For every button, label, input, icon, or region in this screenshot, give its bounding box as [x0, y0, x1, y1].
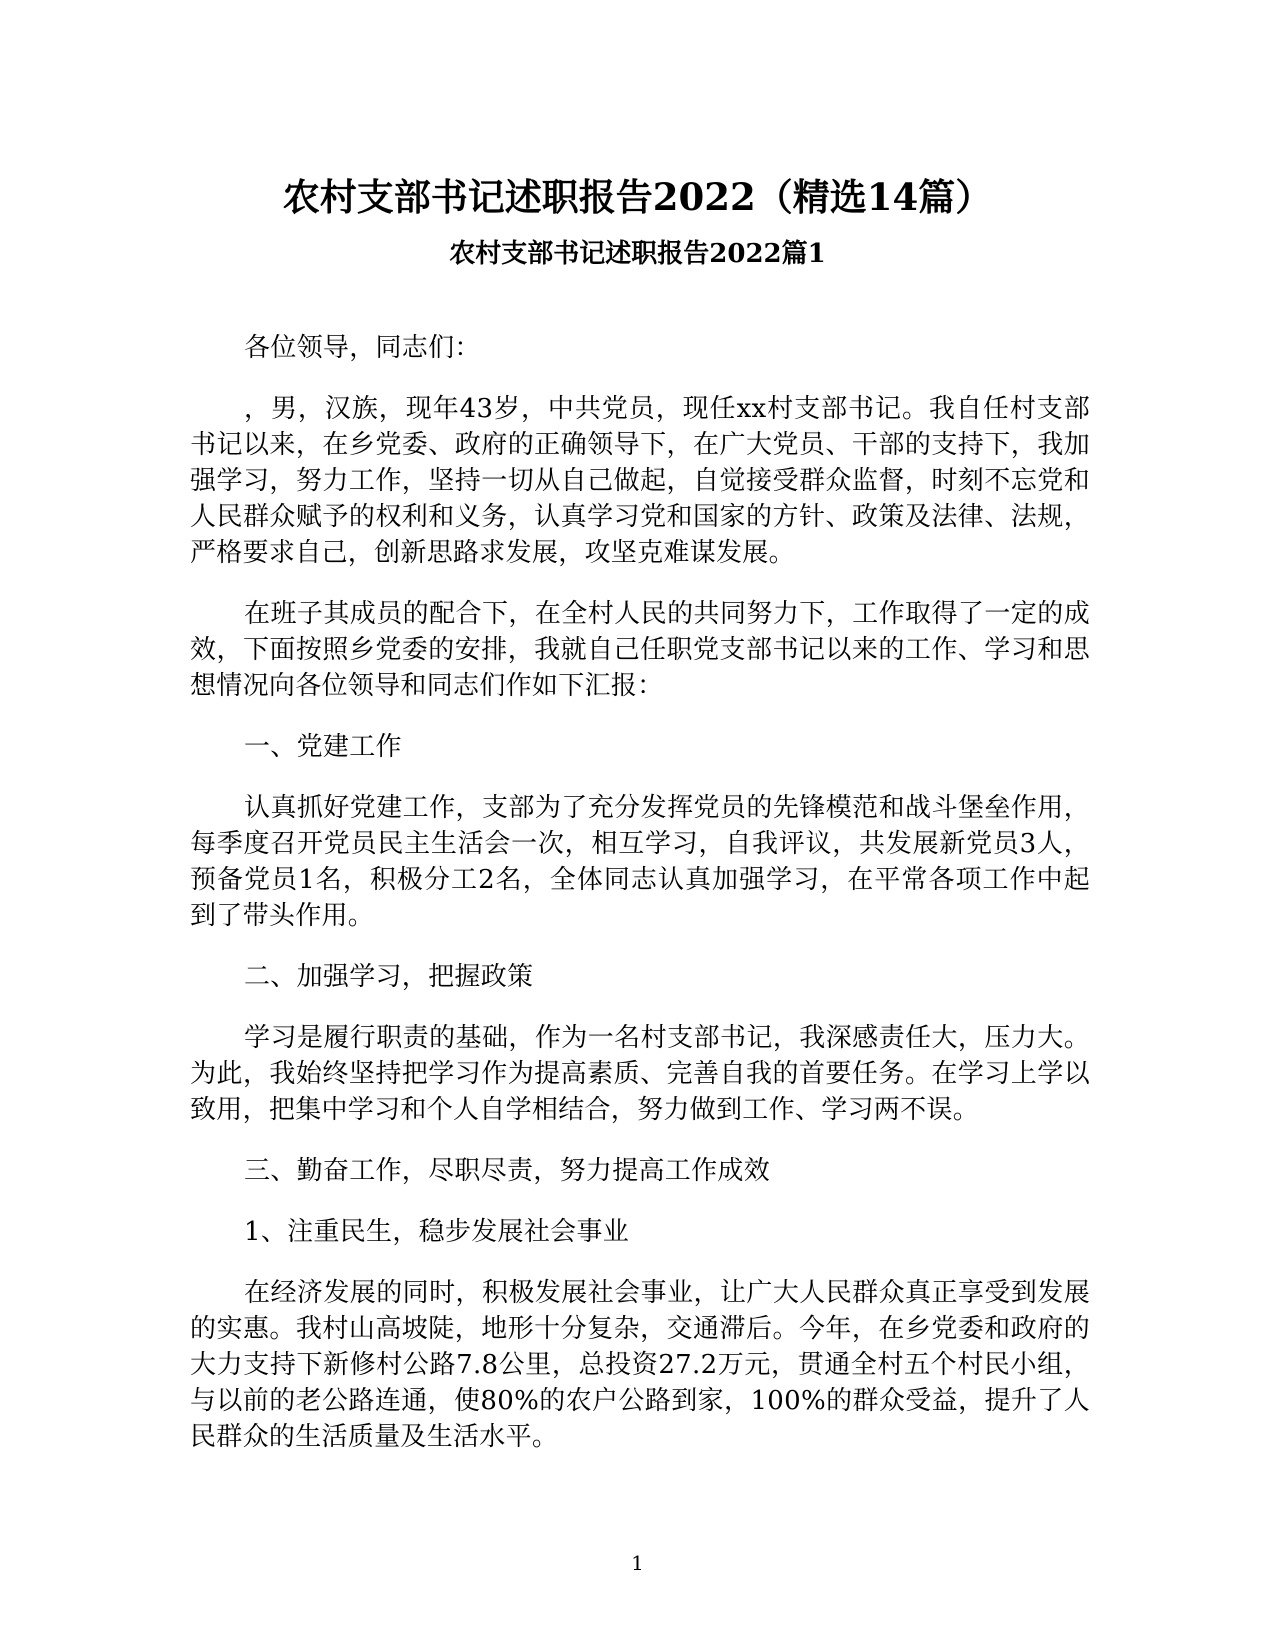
heading-work: 三、勤奋工作，尽职尽责，努力提高工作成效 [244, 1156, 771, 1186]
document-title: 农村支部书记述职报告2022（精选14篇） [282, 175, 993, 219]
paragraph-introduction: ，男，汉族，现年43岁，中共党员，现任xx村支部书记。我自任村支部书记以来，在乡党委、政府的正确领导下，在广大党员、干部的支持下，我加强学习，努力工作，坚持一切从自己做起，自觉接受群众监督，时刻不忘党和人民群众赋予的权利和义务，认真学习党和国家的方针、政策及法律、法规，严格要求自己，创新思路求发展，攻坚克难谋发展。 [190, 394, 1090, 568]
paragraph-study: 学习是履行职责的基础，作为一名村支部书记，我深感责任大，压力大。为此，我始终坚持把学习作为提高素质、完善自我的首要任务。在学习上学以致用，把集中学习和个人自学相结合，努力做到工作、学习两不误。 [190, 1023, 1090, 1125]
paragraph-greeting: 各位领导，同志们： [244, 333, 481, 363]
page-number: 1 [631, 1551, 644, 1575]
paragraph-livelihood: 在经济发展的同时，积极发展社会事业，让广大人民群众真正享受到发展的实惠。我村山高坡陡，地形十分复杂，交通滞后。今年，在乡党委和政府的大力支持下新修村公路7.8公里，总投资27.2万元，贯通全村五个村民小组，与以前的老公路连通，使80%的农户公路到家，100%的群众受益，提升了人民群众的生活质量及生活水平。 [190, 1278, 1090, 1452]
document-body [190, 330, 1090, 1480]
heading-study: 二、加强学习，把握政策 [244, 962, 534, 992]
paragraph-party-building: 认真抓好党建工作，支部为了充分发挥党员的先锋模范和战斗堡垒作用，每季度召开党员民主生活会一次，相互学习，自我评议，共发展新党员3人，预备党员1名，积极分工2名，全体同志认真加强学习，在平常各项工作中起到了带头作用。 [190, 793, 1090, 931]
heading-livelihood: 1、注重民生，稳步发展社会事业 [244, 1217, 630, 1247]
paragraph-overview: 在班子其成员的配合下，在全村人民的共同努力下，工作取得了一定的成效，下面按照乡党委的安排，我就自己任职党支部书记以来的工作、学习和思想情况向各位领导和同志们作如下汇报： [190, 599, 1090, 701]
heading-party-building: 一、党建工作 [244, 732, 402, 762]
section-title: 农村支部书记述职报告2022篇1 [449, 239, 826, 269]
